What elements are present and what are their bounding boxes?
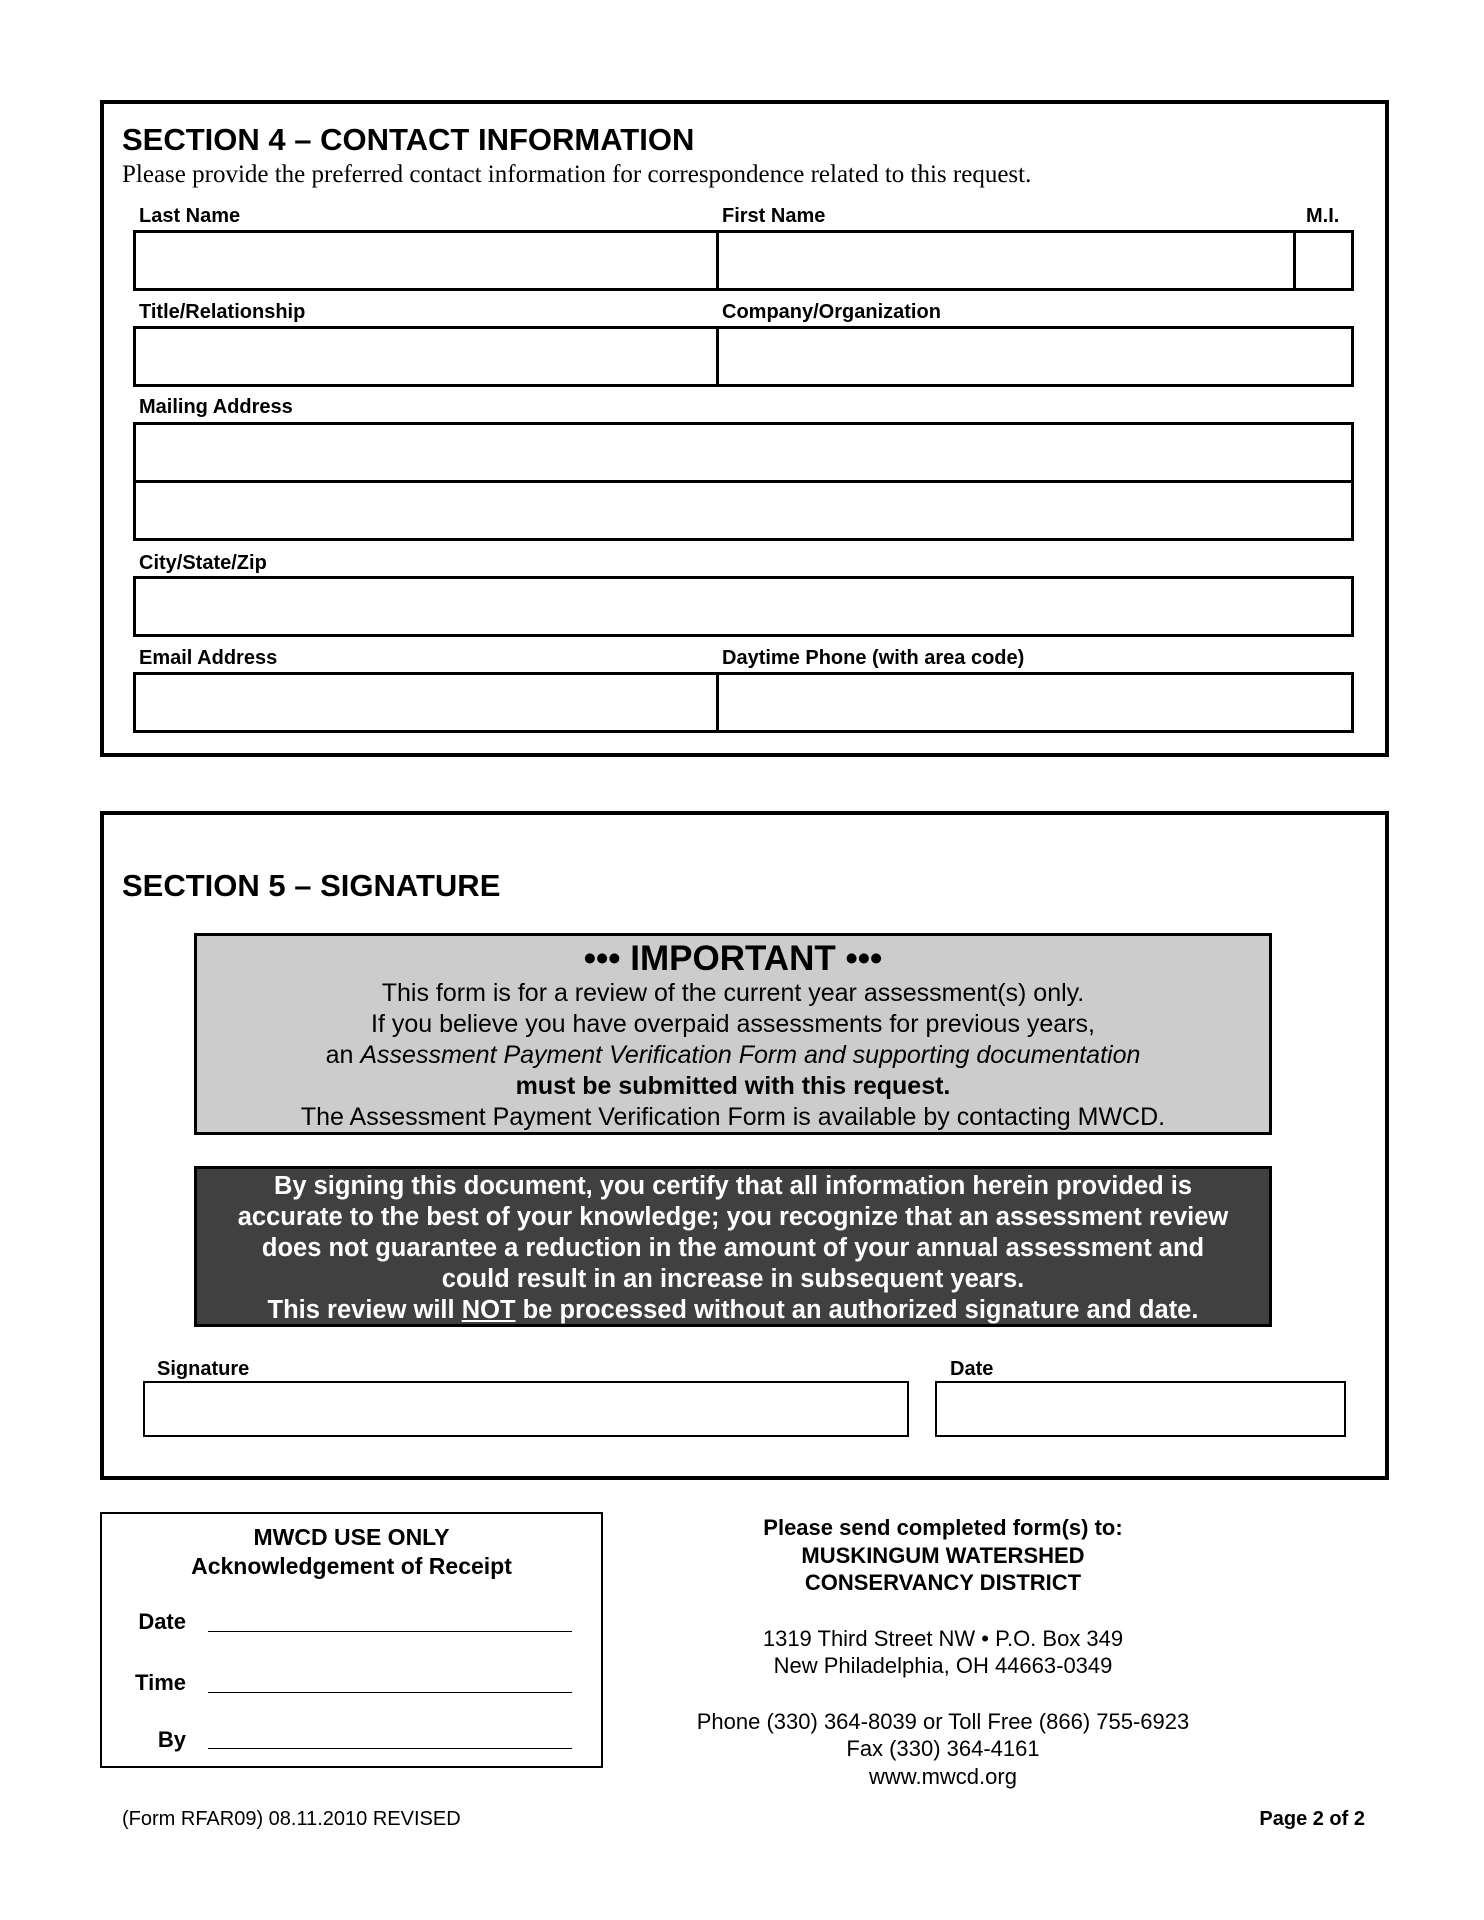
daytime-phone-field[interactable] bbox=[716, 672, 1354, 733]
certification-line-5-suffix: be processed without an authorized signature and date. bbox=[515, 1296, 1199, 1324]
company-organization-field[interactable] bbox=[716, 326, 1354, 387]
signature-input[interactable] bbox=[145, 1383, 907, 1435]
certification-line-2: accurate to the best of your knowledge; you recognize that an assessment review bbox=[237, 1203, 1229, 1231]
certification-line-1: By signing this document, you certify that all information herein provided is bbox=[273, 1172, 1193, 1200]
city-state-zip-field[interactable] bbox=[133, 576, 1354, 637]
receipt-date-line[interactable] bbox=[208, 1631, 572, 1632]
mailing-address-line1-input[interactable] bbox=[136, 425, 1351, 480]
important-line-5: The Assessment Payment Verification Form is available by contacting MWCD. bbox=[300, 1103, 1166, 1131]
important-line-3 bbox=[197, 1040, 1269, 1071]
phone-numbers: Phone (330) 364-8039 or Toll Free (866) 755-6923 bbox=[696, 1708, 1190, 1734]
email-address-input[interactable] bbox=[136, 675, 716, 730]
fax-number: Fax (330) 364-4161 bbox=[846, 1736, 1040, 1761]
section-4-title: SECTION 4 – CONTACT INFORMATION bbox=[122, 122, 695, 157]
first-name-input[interactable] bbox=[719, 233, 1293, 288]
signature-field[interactable] bbox=[143, 1381, 909, 1437]
mailing-instructions bbox=[643, 1514, 1243, 1790]
website-link[interactable]: www.mwcd.org bbox=[869, 1763, 1017, 1789]
mailing-address-line2-field[interactable] bbox=[133, 480, 1354, 541]
middle-initial-input[interactable] bbox=[1296, 233, 1351, 288]
important-line-1: This form is for a review of the current year assessment(s) only. bbox=[381, 979, 1085, 1007]
last-name-input[interactable] bbox=[136, 233, 716, 288]
city-address: New Philadelphia, OH 44663-0349 bbox=[773, 1653, 1113, 1678]
daytime-phone-input[interactable] bbox=[719, 675, 1351, 730]
important-line-2: If you believe you have overpaid assessments for previous years, bbox=[371, 1010, 1095, 1038]
title-relationship-field[interactable] bbox=[133, 326, 719, 387]
mwcd-use-only-box bbox=[100, 1512, 603, 1768]
section-5-title: SECTION 5 – SIGNATURE bbox=[122, 868, 501, 903]
receipt-by-line[interactable] bbox=[208, 1748, 572, 1749]
certification-line-5 bbox=[197, 1295, 1269, 1326]
section-5-signature bbox=[100, 811, 1389, 1480]
section-4-subtitle: Please provide the preferred contact information for correspondence related to this request. bbox=[122, 161, 1032, 188]
receipt-time-label: Time bbox=[135, 1670, 186, 1695]
company-organization-label: Company/Organization bbox=[722, 301, 941, 323]
mailing-address-label: Mailing Address bbox=[139, 396, 293, 418]
street-address: 1319 Third Street NW • P.O. Box 349 bbox=[762, 1625, 1124, 1651]
last-name-label: Last Name bbox=[139, 205, 241, 227]
certification-notice bbox=[194, 1166, 1272, 1327]
daytime-phone-label: Daytime Phone (with area code) bbox=[722, 647, 1025, 669]
send-to-intro: Please send completed form(s) to: bbox=[763, 1515, 1123, 1540]
email-address-label: Email Address bbox=[139, 647, 278, 669]
signature-date-input[interactable] bbox=[937, 1383, 1344, 1435]
not-emphasis: NOT bbox=[461, 1296, 516, 1324]
first-name-label: First Name bbox=[722, 205, 826, 227]
receipt-time-line[interactable] bbox=[208, 1692, 572, 1693]
form-id: (Form RFAR09) 08.11.2010 REVISED bbox=[122, 1808, 461, 1830]
signature-date-field[interactable] bbox=[935, 1381, 1346, 1437]
mailing-address-line1-field[interactable] bbox=[133, 422, 1354, 483]
important-line-3-prefix: an bbox=[325, 1041, 361, 1069]
org-name-line-2: CONSERVANCY DISTRICT bbox=[804, 1570, 1082, 1595]
important-notice bbox=[194, 933, 1272, 1135]
org-name-line-1: MUSKINGUM WATERSHED bbox=[801, 1542, 1085, 1568]
mailing-address-line2-input[interactable] bbox=[136, 483, 1351, 538]
company-organization-input[interactable] bbox=[719, 329, 1351, 384]
last-name-field[interactable] bbox=[133, 230, 719, 291]
first-name-field[interactable] bbox=[716, 230, 1296, 291]
title-relationship-input[interactable] bbox=[136, 329, 716, 384]
important-line-4: must be submitted with this request. bbox=[515, 1072, 951, 1100]
email-address-field[interactable] bbox=[133, 672, 719, 733]
receipt-by-label: By bbox=[157, 1727, 186, 1752]
middle-initial-label: M.I. bbox=[1306, 205, 1340, 227]
signature-label: Signature bbox=[157, 1358, 250, 1380]
title-relationship-label: Title/Relationship bbox=[139, 301, 306, 323]
receipt-date-label: Date bbox=[138, 1609, 186, 1634]
certification-line-4: could result in an increase in subsequent years. bbox=[441, 1265, 1025, 1293]
receipt-title-line-1: MWCD USE ONLY bbox=[253, 1524, 450, 1550]
signature-date-label: Date bbox=[950, 1358, 994, 1380]
page-number: Page 2 of 2 bbox=[1259, 1808, 1365, 1830]
important-heading: ••• IMPORTANT ••• bbox=[583, 939, 883, 978]
receipt-title-line-2: Acknowledgement of Receipt bbox=[191, 1553, 512, 1579]
certification-line-3: does not guarantee a reduction in the amount of your annual assessment and bbox=[261, 1234, 1205, 1262]
middle-initial-field[interactable] bbox=[1293, 230, 1354, 291]
verification-form-reference: Assessment Payment Verification Form and supporting documentation bbox=[360, 1041, 1141, 1069]
city-state-zip-input[interactable] bbox=[136, 579, 1351, 634]
city-state-zip-label: City/State/Zip bbox=[139, 552, 267, 574]
certification-line-5-prefix: This review will bbox=[267, 1296, 462, 1324]
